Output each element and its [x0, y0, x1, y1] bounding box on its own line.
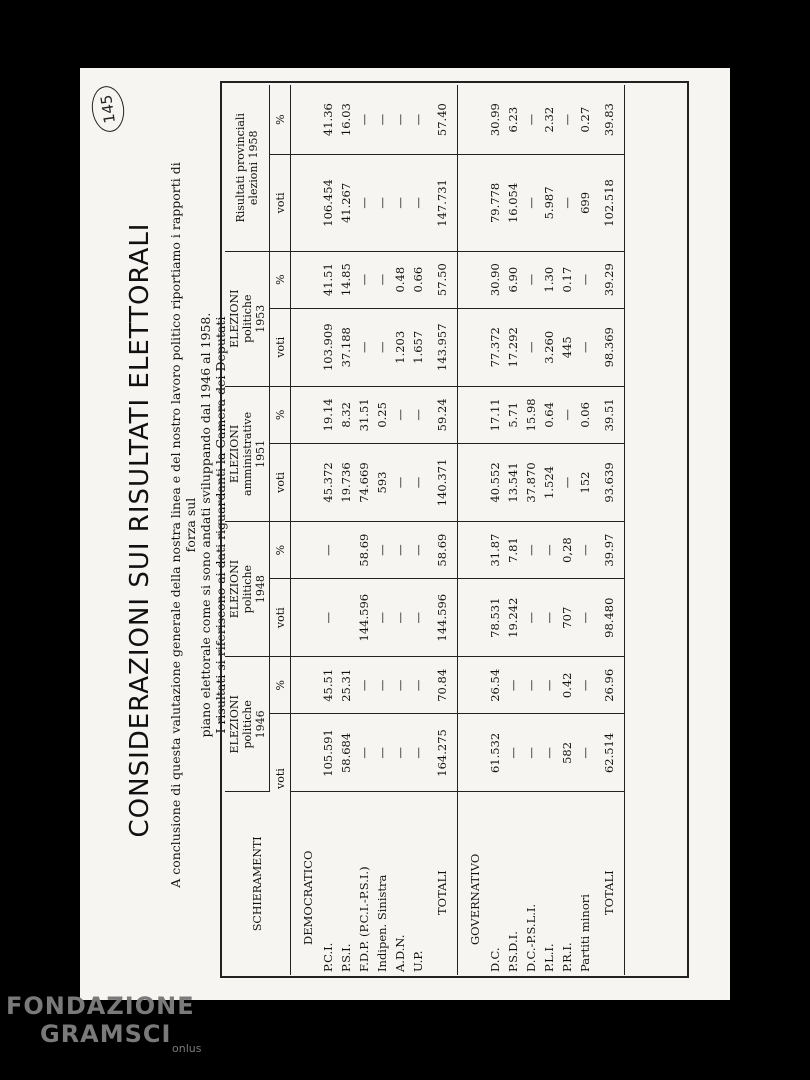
- votes-cell: 144.596: [355, 579, 373, 657]
- pct-cell: 0.17: [558, 251, 576, 308]
- section-label-row: [291, 85, 320, 975]
- empty-cell: [291, 522, 320, 579]
- pct-header: %: [270, 85, 291, 155]
- votes-cell: —: [391, 155, 409, 251]
- votes-cell: 79.778: [486, 155, 504, 251]
- voti-header: voti: [270, 579, 291, 657]
- empty-cell: [291, 85, 320, 155]
- pct-cell: 0.06: [576, 386, 594, 443]
- table-row: [319, 85, 337, 975]
- votes-cell: —: [373, 579, 391, 657]
- pct-cell: —: [391, 85, 409, 155]
- votes-cell: 19.242: [504, 579, 522, 657]
- democratico-section: [291, 85, 458, 975]
- table-row: [504, 85, 522, 975]
- votes-cell: 1.203: [391, 308, 409, 386]
- pct-cell: —: [522, 85, 540, 155]
- voti-header: voti: [270, 308, 291, 386]
- pct-cell: 8.32: [337, 386, 355, 443]
- pct-cell: —: [576, 251, 594, 308]
- pct-cell: —: [576, 522, 594, 579]
- votes-cell: 105.591: [319, 714, 337, 792]
- pct-cell: —: [522, 251, 540, 308]
- votes-cell: 19.736: [337, 443, 355, 521]
- votes-cell: —: [409, 714, 427, 792]
- empty-cell: [458, 308, 487, 386]
- empty-cell: [291, 443, 320, 521]
- empty-cell: [291, 155, 320, 251]
- pct-cell: 5.71: [504, 386, 522, 443]
- votes-cell: —: [558, 155, 576, 251]
- fondazione-gramsci-logo: FONDAZIONE GRAMSCI onlus: [6, 992, 202, 1055]
- pct-cell: —: [391, 386, 409, 443]
- table-row: [337, 85, 355, 975]
- pct-cell: 6.23: [504, 85, 522, 155]
- total-pct: 58.69: [427, 522, 458, 579]
- pct-cell: 58.69: [355, 522, 373, 579]
- pct-cell: —: [355, 251, 373, 308]
- pct-cell: 19.14: [319, 386, 337, 443]
- pct-cell: —: [391, 657, 409, 714]
- total-pct: 39.83: [594, 85, 625, 155]
- pct-cell: 45.51: [319, 657, 337, 714]
- votes-cell: 45.372: [319, 443, 337, 521]
- totals-label: TOTALI: [594, 792, 625, 975]
- election-header: ELEZIONI politiche 1946: [225, 657, 270, 792]
- pct-cell: 25.31: [337, 657, 355, 714]
- pct-cell: —: [409, 85, 427, 155]
- pct-cell: —: [373, 657, 391, 714]
- party-name: P.S.I.: [339, 943, 353, 972]
- votes-cell: 1.524: [540, 443, 558, 521]
- empty-cell: [458, 714, 487, 792]
- pct-cell: 26.54: [486, 657, 504, 714]
- votes-cell: 3.260: [540, 308, 558, 386]
- section-label: DEMOCRATICO: [301, 850, 315, 945]
- votes-cell: —: [391, 714, 409, 792]
- pct-cell: 16.03: [337, 85, 355, 155]
- votes-cell: 106.454: [319, 155, 337, 251]
- pct-cell: 14.85: [337, 251, 355, 308]
- empty-cell: [458, 386, 487, 443]
- empty-cell: [291, 657, 320, 714]
- total-votes: 147.731: [427, 155, 458, 251]
- pct-cell: —: [319, 522, 337, 579]
- pct-header: %: [270, 251, 291, 308]
- voti-header: voti: [270, 714, 291, 792]
- totals-row: [594, 85, 625, 975]
- total-votes: 164.275: [427, 714, 458, 792]
- table-row: [540, 85, 558, 975]
- party-name: F.D.P. (P.C.I.-P.S.I.): [357, 866, 371, 972]
- pct-cell: —: [576, 657, 594, 714]
- section-label: GOVERNATIVO: [468, 853, 482, 945]
- total-votes: 98.369: [594, 308, 625, 386]
- document-title: CONSIDERAZIONI SUI RISULTATI ELETTORALI: [125, 222, 155, 838]
- election-header: ELEZIONI amministrative 1951: [225, 386, 270, 521]
- votes-cell: —: [391, 579, 409, 657]
- election-header: ELEZIONI politiche 1953: [225, 251, 270, 386]
- votes-cell: 41.267: [337, 155, 355, 251]
- total-pct: 57.40: [427, 85, 458, 155]
- party-name: P.C.I.: [321, 942, 335, 972]
- votes-cell: —: [576, 714, 594, 792]
- votes-cell: —: [319, 579, 337, 657]
- votes-cell: —: [355, 714, 373, 792]
- votes-cell: 37.188: [337, 308, 355, 386]
- rotated-content: [80, 68, 730, 1000]
- empty-cell: [458, 657, 487, 714]
- pct-cell: —: [409, 386, 427, 443]
- total-votes: 62.514: [594, 714, 625, 792]
- pct-cell: —: [409, 657, 427, 714]
- pct-cell: —: [504, 657, 522, 714]
- page-number-stamp: 145: [89, 84, 127, 134]
- pct-cell: —: [373, 85, 391, 155]
- votes-cell: 77.372: [486, 308, 504, 386]
- intro-line: I risultati si riferiscono ai dati riguardanti la Camera dei Deputati: [213, 316, 228, 734]
- party-name: Partiti minori: [578, 894, 592, 972]
- total-pct: 59.24: [427, 386, 458, 443]
- pct-cell: 31.87: [486, 522, 504, 579]
- empty-cell: [291, 386, 320, 443]
- pct-cell: 30.90: [486, 251, 504, 308]
- votes-cell: —: [522, 308, 540, 386]
- table-row: [373, 85, 391, 975]
- total-votes: 144.596: [427, 579, 458, 657]
- empty-cell: [291, 308, 320, 386]
- empty-cell: [458, 155, 487, 251]
- pct-cell: —: [355, 85, 373, 155]
- pct-cell: —: [391, 522, 409, 579]
- table-header-row: [225, 85, 270, 975]
- empty-cell: [458, 579, 487, 657]
- votes-cell: 61.532: [486, 714, 504, 792]
- votes-cell: 13.541: [504, 443, 522, 521]
- votes-cell: 58.684: [337, 714, 355, 792]
- votes-cell: 593: [373, 443, 391, 521]
- votes-cell: —: [522, 579, 540, 657]
- votes-cell: —: [522, 155, 540, 251]
- totals-label: TOTALI: [427, 792, 458, 975]
- pct-cell: 0.42: [558, 657, 576, 714]
- party-name: U.P.: [411, 950, 425, 972]
- votes-cell: —: [540, 579, 558, 657]
- votes-cell: 78.531: [486, 579, 504, 657]
- votes-cell: 17.292: [504, 308, 522, 386]
- pct-cell: 1.30: [540, 251, 558, 308]
- pct-cell: —: [373, 522, 391, 579]
- totals-row: [427, 85, 458, 975]
- total-votes: 102.518: [594, 155, 625, 251]
- pct-cell: —: [522, 657, 540, 714]
- empty-cell: [458, 443, 487, 521]
- intro-line: piano elettorale come si sono andati sviluppando dal 1946 al 1958.: [198, 312, 213, 738]
- table-row: [409, 85, 427, 975]
- election-header: Risultati provinciali elezioni 1958: [225, 85, 270, 251]
- pct-cell: [337, 522, 355, 579]
- pct-cell: 0.27: [576, 85, 594, 155]
- governativo-section: [458, 85, 625, 975]
- pct-cell: 0.66: [409, 251, 427, 308]
- pct-cell: 31.51: [355, 386, 373, 443]
- votes-cell: 40.552: [486, 443, 504, 521]
- table-row: [355, 85, 373, 975]
- votes-cell: —: [409, 579, 427, 657]
- party-name: A.D.N.: [393, 934, 407, 972]
- schieramenti-header: SCHIERAMENTI: [225, 792, 291, 975]
- empty-cell: [291, 251, 320, 308]
- pct-cell: 7.81: [504, 522, 522, 579]
- pct-cell: —: [355, 657, 373, 714]
- document-page: [80, 68, 730, 1000]
- votes-cell: —: [409, 443, 427, 521]
- votes-cell: —: [558, 443, 576, 521]
- votes-cell: —: [373, 308, 391, 386]
- voti-header: voti: [270, 443, 291, 521]
- party-name: P.R.I.: [560, 942, 574, 972]
- pct-cell: 41.51: [319, 251, 337, 308]
- votes-cell: 5.987: [540, 155, 558, 251]
- votes-cell: —: [409, 155, 427, 251]
- table-row: [558, 85, 576, 975]
- pct-cell: —: [558, 386, 576, 443]
- total-pct: 39.51: [594, 386, 625, 443]
- votes-cell: 1.657: [409, 308, 427, 386]
- votes-cell: 37.870: [522, 443, 540, 521]
- party-name: Indipen. Sinistra: [375, 874, 389, 972]
- total-pct: 70.84: [427, 657, 458, 714]
- votes-cell: —: [540, 714, 558, 792]
- pct-cell: 0,28: [558, 522, 576, 579]
- pct-cell: 17.11: [486, 386, 504, 443]
- pct-cell: —: [558, 85, 576, 155]
- empty-cell: [458, 522, 487, 579]
- total-pct: 39.97: [594, 522, 625, 579]
- empty-cell: [458, 85, 487, 155]
- votes-cell: —: [504, 714, 522, 792]
- pct-cell: 0.48: [391, 251, 409, 308]
- votes-cell: —: [522, 714, 540, 792]
- total-votes: 140.371: [427, 443, 458, 521]
- votes-cell: —: [355, 308, 373, 386]
- total-pct: 39.29: [594, 251, 625, 308]
- votes-cell: —: [373, 155, 391, 251]
- votes-cell: 152: [576, 443, 594, 521]
- pct-header: %: [270, 386, 291, 443]
- voti-header: voti: [270, 155, 291, 251]
- votes-cell: —: [576, 308, 594, 386]
- votes-cell: —: [576, 579, 594, 657]
- empty-cell: [291, 714, 320, 792]
- total-pct: 57.50: [427, 251, 458, 308]
- total-votes: 98.480: [594, 579, 625, 657]
- pct-cell: 15.98: [522, 386, 540, 443]
- pct-cell: —: [540, 657, 558, 714]
- pct-cell: —: [522, 522, 540, 579]
- votes-cell: [337, 579, 355, 657]
- results-table: [225, 85, 625, 975]
- votes-cell: 16.054: [504, 155, 522, 251]
- intro-line: A conclusione di questa valutazione generale della nostra linea e del nostro lavoro politico riportiamo i rapporti di forza sul: [168, 162, 198, 888]
- section-label-row: [458, 85, 487, 975]
- pct-header: %: [270, 522, 291, 579]
- intro-paragraph: [168, 145, 228, 905]
- table-row: [391, 85, 409, 975]
- party-name: D.C.: [488, 947, 502, 972]
- empty-cell: [458, 251, 487, 308]
- votes-cell: 74.669: [355, 443, 373, 521]
- pct-cell: 0.64: [540, 386, 558, 443]
- election-header: ELEZIONI politiche 1948: [225, 522, 270, 657]
- table-row: [576, 85, 594, 975]
- votes-cell: 707: [558, 579, 576, 657]
- pct-cell: 30.99: [486, 85, 504, 155]
- votes-cell: 699: [576, 155, 594, 251]
- table-row: [522, 85, 540, 975]
- total-votes: 93.639: [594, 443, 625, 521]
- votes-cell: 582: [558, 714, 576, 792]
- votes-cell: —: [391, 443, 409, 521]
- votes-cell: —: [373, 714, 391, 792]
- pct-cell: 41.36: [319, 85, 337, 155]
- pct-cell: —: [540, 522, 558, 579]
- total-pct: 26.96: [594, 657, 625, 714]
- votes-cell: —: [355, 155, 373, 251]
- pct-cell: 0.25: [373, 386, 391, 443]
- pct-header: %: [270, 657, 291, 714]
- empty-cell: [291, 579, 320, 657]
- pct-cell: —: [409, 522, 427, 579]
- pct-cell: 6.90: [504, 251, 522, 308]
- pct-cell: —: [373, 251, 391, 308]
- total-votes: 143.957: [427, 308, 458, 386]
- party-name: P.L.I.: [542, 943, 556, 972]
- table-row: [486, 85, 504, 975]
- pct-cell: 2.32: [540, 85, 558, 155]
- party-name: D.C.-P.S.L.I.: [524, 903, 538, 972]
- votes-cell: 445: [558, 308, 576, 386]
- party-name: P.S.D.I.: [506, 931, 520, 972]
- votes-cell: 103.909: [319, 308, 337, 386]
